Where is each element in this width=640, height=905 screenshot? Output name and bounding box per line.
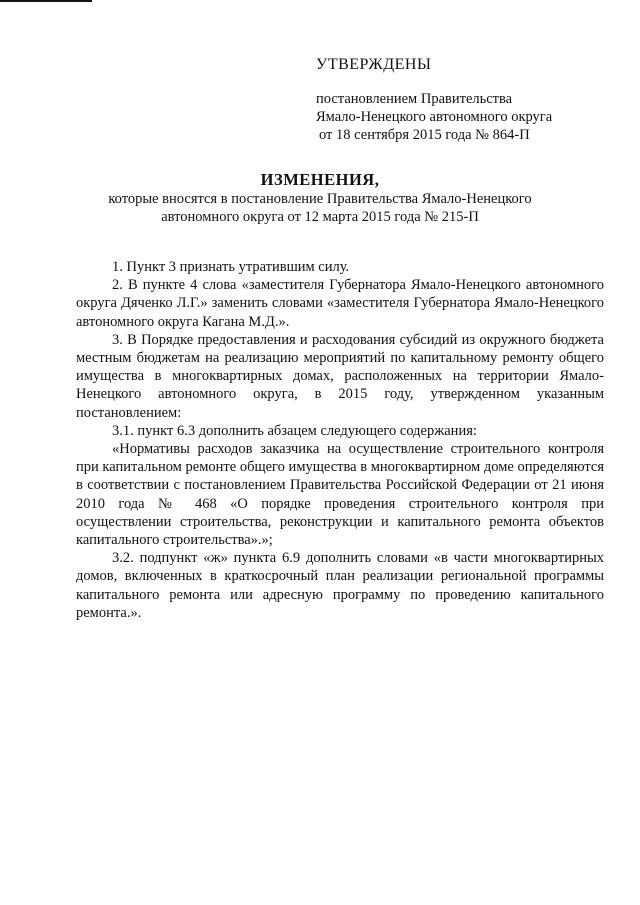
approval-heading: УТВЕРЖДЕНЫ xyxy=(316,56,432,73)
approval-line-1: постановлением Правительства xyxy=(316,91,513,107)
paragraph-3-1: 3.1. пункт 6.3 дополнить абзацем следующего содержания: xyxy=(112,422,477,439)
paragraph-1: 1. Пункт 3 признать утратившим силу. xyxy=(112,259,350,275)
document-subtitle-line-1: которые вносятся в постановление Правительства Ямало-Ненецкого xyxy=(108,191,532,207)
approval-block xyxy=(316,56,616,144)
document-title: ИЗМЕНЕНИЯ, xyxy=(260,170,380,189)
document-subtitle-line-2: автономного округа от 12 марта 2015 года № 215-П xyxy=(161,209,479,225)
approval-line-3: от 18 сентября 2015 года № 864-П xyxy=(319,127,530,143)
approval-line-2: Ямало-Ненецкого автономного округа xyxy=(316,109,553,125)
paragraph-3-2: 3.2. подпункт «ж» пункта 6.9 дополнить словами «в части многоквартирных домов, включенных в краткосрочный план реализации региональной программы капитального ремонта или адресную программу по проведению капитального ремонта.». xyxy=(76,550,604,621)
paragraph-quote: «Нормативы расходов заказчика на осуществление строительного контроля при капитальном ремонте общего имущества в многоквартирном доме определяются в соответствии с постановлением Правительства Российской Федерации от 21 июня 2010 года № 468 «О порядке проведения строительного контроля при осуществлении строительства, реконструкции и капитального ремонта объектов капитального строительства».»; xyxy=(76,441,604,549)
top-rule xyxy=(0,0,92,2)
document-body xyxy=(76,258,604,622)
document-title-block xyxy=(60,170,580,226)
paragraph-2: 2. В пункте 4 слова «заместителя Губернатора Ямало-Ненецкого автономного округа Дяченко Л.Г.» заменить словами «заместителя Губернатора Ямало-Ненецкого автономного округа Кагана М.Д.». xyxy=(76,277,604,330)
paragraph-3: 3. В Порядке предоставления и расходования субсидий из окружного бюджета местным бюджетам на реализацию мероприятий по капитальному ремонту общего имущества в многоквартирных домах, расположенных на территории Ямало-Ненецкого автономного округа, в 2015 году, утвержденном указанным постановлением: xyxy=(76,331,604,421)
